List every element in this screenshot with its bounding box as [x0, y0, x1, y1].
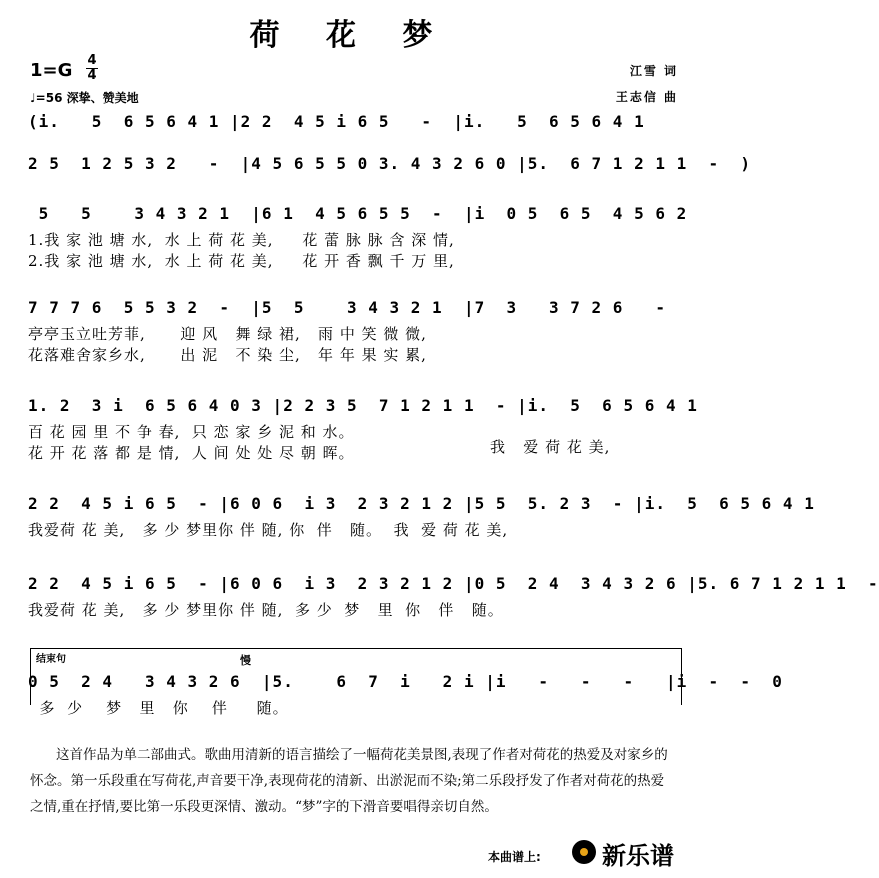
lyrics-verse-1: 1.我 家 池 塘 水, 水 上 荷 花 美, 花 蕾 脉 脉 含 深 情, — [28, 231, 455, 249]
expression-marking: 深挚、赞美地 — [66, 91, 139, 105]
lyrics-verse-2: 2.我 家 池 塘 水, 水 上 荷 花 美, 花 开 香 飘 千 万 里, — [28, 252, 455, 270]
notation-line: 0 5 2 4 3 4 3 2 6 |5. 6 7 i 2 i |i - - - |i - - 0 — [28, 672, 783, 691]
composer-credit: 王志信 曲 — [615, 90, 678, 104]
key-signature: 1=G — [30, 60, 73, 81]
lyrics-verse-2: 花落难舍家乡水, 出 泥 不 染 尘, 年 年 果 实 累, — [28, 346, 427, 364]
lyricist-credit: 江雪 词 — [629, 64, 678, 78]
notation-line: 2 2 4 5 i 6 5 - |6 0 6 i 3 2 3 2 1 2 |0 5 2 4 3 4 3 2 6 |5. 6 7 1 2 1 1 - — [28, 574, 879, 593]
lyrics-verse-1: 我爱荷 花 美, 多 少 梦里你 伴 随, 你 伴 随。 我 爱 荷 花 美, — [28, 521, 509, 539]
notation-line: (i. 5 6 5 6 4 1 |2 2 4 5 i 6 5 - |i. 5 6 5 6 4 1 — [28, 112, 645, 131]
lyrics-verse-1: 我爱荷 花 美, 多 少 梦里你 伴 随, 多 少 梦 里 你 伴 随。 — [28, 601, 504, 619]
score-system-7 — [28, 574, 879, 620]
time-sig-top: 4 — [87, 53, 97, 68]
score-system-8 — [28, 672, 783, 718]
record-logo-icon — [572, 840, 596, 864]
song-title: 荷 花 梦 — [249, 18, 451, 53]
footer-text: 本曲谱上: — [488, 850, 541, 864]
score-system-1 — [28, 112, 678, 131]
score-system-2 — [28, 154, 752, 173]
lyrics-verse-2: 花 开 花 落 都 是 情, 人 间 处 处 尽 朝 晖。 — [28, 444, 355, 462]
notation-line: 7 7 7 6 5 5 3 2 - |5 5 3 4 3 2 1 |7 3 3 7 2 6 - — [28, 298, 666, 317]
tempo-marking — [30, 89, 139, 106]
score-system-4 — [28, 298, 678, 365]
lyrics-verse-1: 多 少 梦 里 你 伴 随。 — [28, 699, 289, 717]
tempo-value: ♩=56 — [30, 91, 63, 105]
notation-line: 5 5 3 4 3 2 1 |6 1 4 5 6 5 5 - |i 0 5 6 5 4 5 6 2 — [28, 204, 688, 223]
time-signature — [86, 54, 98, 83]
notation-line: 1. 2 3 i 6 5 6 4 0 3 |2 2 3 5 7 1 2 1 1 - |i. 5 6 5 6 4 1 — [28, 396, 698, 415]
slow-marking: 慢 — [240, 654, 251, 667]
brand-name: 新乐谱 — [602, 842, 674, 870]
lyrics-verse-1: 百 花 园 里 不 争 春, 只 恋 家 乡 泥 和 水。 — [28, 423, 355, 441]
score-system-5 — [28, 396, 698, 463]
coda-label: 结束句 — [36, 654, 66, 665]
score-system-3 — [28, 204, 688, 271]
notation-line: 2 2 4 5 i 6 5 - |6 0 6 i 3 2 3 2 1 2 |5 5 5. 2 3 - |i. 5 6 5 6 4 1 — [28, 494, 815, 513]
time-sig-bottom: 4 — [87, 68, 97, 83]
lyrics-refrain: 我 爱 荷 花 美, — [490, 438, 611, 456]
lyrics-verse-1: 亭亭玉立吐芳菲, 迎 风 舞 绿 裙, 雨 中 笑 微 微, — [28, 325, 427, 343]
performance-note: 这首作品为单二部曲式。歌曲用清新的语言描绘了一幅荷花美景图,表现了作者对荷花的热爱及对家乡的怀念。第一乐段重在写荷花,声音要干净,表现荷花的清新、出淤泥而不染;第二乐段抒发了作者对荷花的热爱之情,重在抒情,要比第一乐段更深情、激动。“梦”字的下滑音要唱得亲切自然。 — [30, 747, 668, 815]
score-system-6 — [28, 494, 815, 540]
notation-line: 2 5 1 2 5 3 2 - |4 5 6 5 5 0 3. 4 3 2 6 0 |5. 6 7 1 2 1 1 - ) — [28, 154, 752, 173]
